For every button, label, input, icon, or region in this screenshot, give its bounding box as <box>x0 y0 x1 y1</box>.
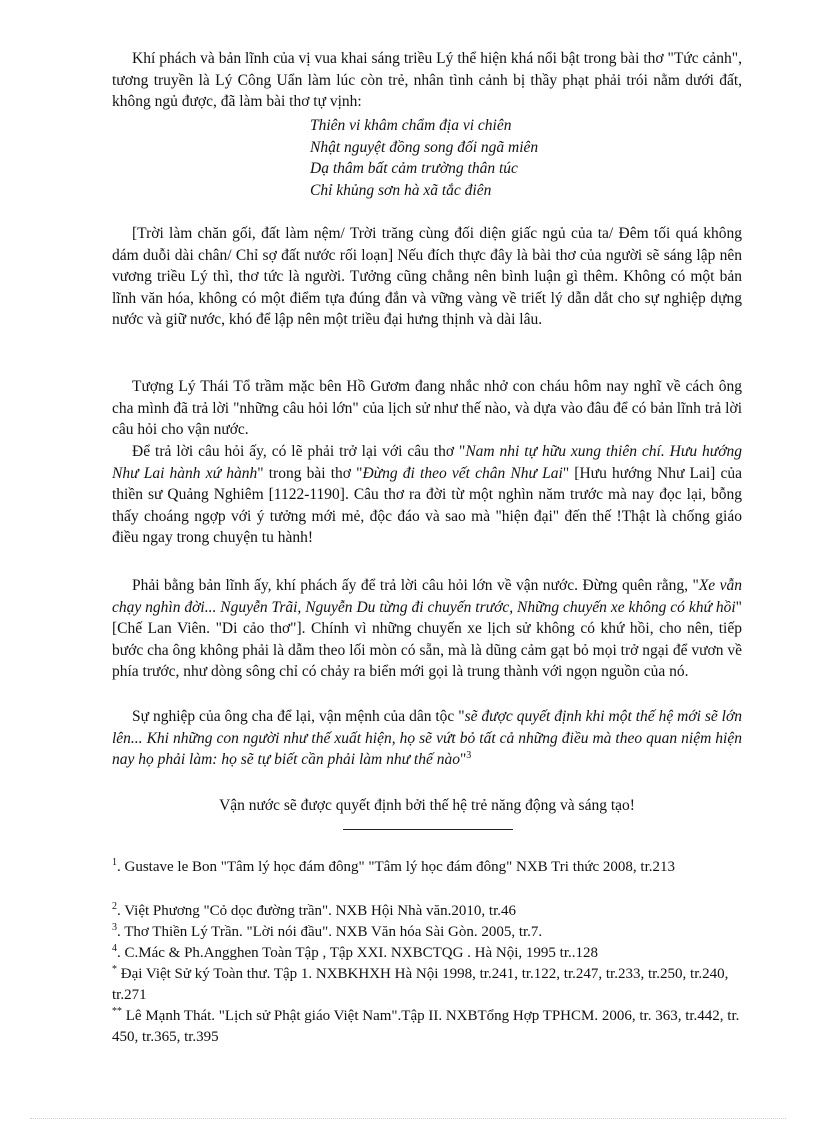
quote-italic: Nam nhi tự hữu xung thiên chí. Hưu hướng Như Lai hành xứ hành <box>112 443 743 482</box>
poem-line: Dạ thâm bất cảm trường thân túc <box>310 160 518 177</box>
footnote <box>112 1006 742 1048</box>
footnote-separator <box>343 829 513 830</box>
footnote-text: . Gustave le Bon "Tâm lý học đám đông" "Tâm lý học đám đông" NXB Tri thức 2008, tr.213 <box>117 859 675 875</box>
footnote-text: . Thơ Thiền Lý Trần. "Lời nói đầu". NXB Văn hóa Sài Gòn. 2005, tr.7. <box>117 924 543 940</box>
paragraph-legacy <box>112 706 742 771</box>
text-run: Để trả lời câu hỏi ấy, có lẽ phải trở lại với câu thơ " <box>132 443 466 460</box>
poem-block <box>310 115 730 201</box>
closing-statement: Vận nước sẽ được quyết định bởi thế hệ trẻ năng động và sáng tạo! <box>219 797 635 814</box>
quote-italic: sẽ được quyết định khi một thế hệ mới sẽ lớn lên... Khi những con người như thế xuất hiện, họ sẽ vứt bỏ tất cả những điều mà theo quan niệm hiện nay họ phải làm: họ sẽ tự biết cần phải làm như thế nào <box>112 708 743 768</box>
footnote-mark: 2 <box>112 901 117 912</box>
paragraph-che-lan-vien <box>112 575 742 683</box>
text-run: " [Hưu hướng Như Lai] của thiền sư Quảng Nghiêm [1122-1190]. Câu thơ ra đời từ một nghìn năm trước mà nay đọc lại, bỗng thấy choáng ngợp với ý tưởng mới mẻ, độc đáo và sao mà "hiện đại" đến thế !Thật là chống giáo điều ngay trong chuyện tu hành! <box>112 464 743 546</box>
poem-line: Nhật nguyệt đồng song đối ngã miên <box>310 138 539 156</box>
paragraph-statue: Tượng Lý Thái Tổ trầm mặc bên Hồ Gươm đang nhắc nhở con cháu hôm nay nghĩ về cách ông cha mình đã trả lời "những câu hỏi lớn" của lịch sử như thế nào, và dựa vào đâu để có bản lĩnh trả lời câu hỏi cho vận nước. <box>112 378 742 438</box>
footnote-mark: 4 <box>112 943 117 954</box>
text-run: Sự nghiệp của ông cha để lại, vận mệnh của dân tộc " <box>132 708 465 725</box>
text-run: " [Chế Lan Viên. "Di cảo thơ"]. Chính vì những chuyến xe lịch sử không có khứ hồi, cho nên, tiếp bước cha ông không phải là dẫm theo lối mòn có sẵn, mà là dũng cảm gạt bỏ mọi trở ngại để vươn về phía trước, như dòng sông chỉ có chảy ra biển mới gọi là trung thành với ngọn nguồn của nó. <box>112 598 742 680</box>
paragraph-intro: Khí phách và bản lĩnh của vị vua khai sáng triều Lý thể hiện khá nổi bật trong bài thơ "Tức cảnh", tương truyền là Lý Công Uẩn làm lúc còn trẻ, nhân tình cảnh bị thầy phạt phải trói nằm dưới đất, không ngủ được, đã làm bài thơ tự vịnh: <box>112 50 742 110</box>
footnote <box>112 901 742 922</box>
footnote <box>112 922 742 943</box>
footnote <box>112 964 742 1006</box>
footnote <box>112 943 742 964</box>
footnote <box>112 857 742 878</box>
footnote-mark: * <box>112 964 117 975</box>
footnote-text: Đại Việt Sử ký Toàn thư. Tập 1. NXBKHXH Hà Nội 1998, tr.241, tr.122, tr.247, tr.233, tr.250, tr.240, tr.271 <box>112 966 729 1003</box>
text-run: Phải bằng bản lĩnh ấy, khí phách ấy để trả lời câu hỏi lớn về vận nước. Đừng quên rằng, " <box>132 577 699 594</box>
text-run: " trong bài thơ " <box>257 464 363 482</box>
footnote-ref: 3 <box>466 749 472 761</box>
page-bottom-border <box>30 1118 786 1119</box>
footnote-mark: 3 <box>112 922 117 933</box>
quote-italic: Xe vẫn chạy nghìn đời... Nguyễn Trãi, Nguyễn Du từng đi chuyến trước, Những chuyến xe không có khứ hồi <box>112 577 743 616</box>
footnote-text: . C.Mác & Ph.Angghen Toàn Tập , Tập XXI. NXBCTQG . Hà Nội, 1995 tr..128 <box>117 945 598 961</box>
paragraph-quang-nghiem <box>112 441 742 549</box>
footnote-mark: ** <box>112 1006 122 1017</box>
footnote-mark: 1 <box>112 857 117 868</box>
text-run: " <box>459 751 467 768</box>
paragraph-translation: [Trời làm chăn gối, đất làm nệm/ Trời trăng cùng đối diện giấc ngủ của ta/ Đêm tối quá không dám duỗi dài chân/ Chỉ sợ đất nước rối loạn] Nếu đích thực đây là bài thơ của người sẽ sáng lập nên vương triều Lý thì, thơ tức là người. Tưởng cũng chẳng nên bình luận gì thêm. Không có một bản lĩnh văn hóa, không có một điểm tựa đúng đắn và vững vàng về triết lý dẫn dắt cho sự nghiệp dựng nước và giữ nước, khó để lập nên một triều đại hưng thịnh và dài lâu. <box>112 225 742 328</box>
footnote-text: Lê Mạnh Thát. "Lịch sử Phật giáo Việt Nam".Tập II. NXBTổng Hợp TPHCM. 2006, tr. 363, tr.442, tr. 450, tr.365, tr.395 <box>112 1008 740 1045</box>
footnote-text: . Việt Phương "Cỏ dọc đường trần". NXB Hội Nhà văn.2010, tr.46 <box>117 903 517 919</box>
poem-line: Thiên vi khâm chẩm địa vi chiên <box>310 117 512 134</box>
poem-title-italic: Đừng đi theo vết chân Như Lai <box>362 464 563 482</box>
poem-line: Chỉ khủng sơn hà xã tắc điên <box>310 181 492 199</box>
